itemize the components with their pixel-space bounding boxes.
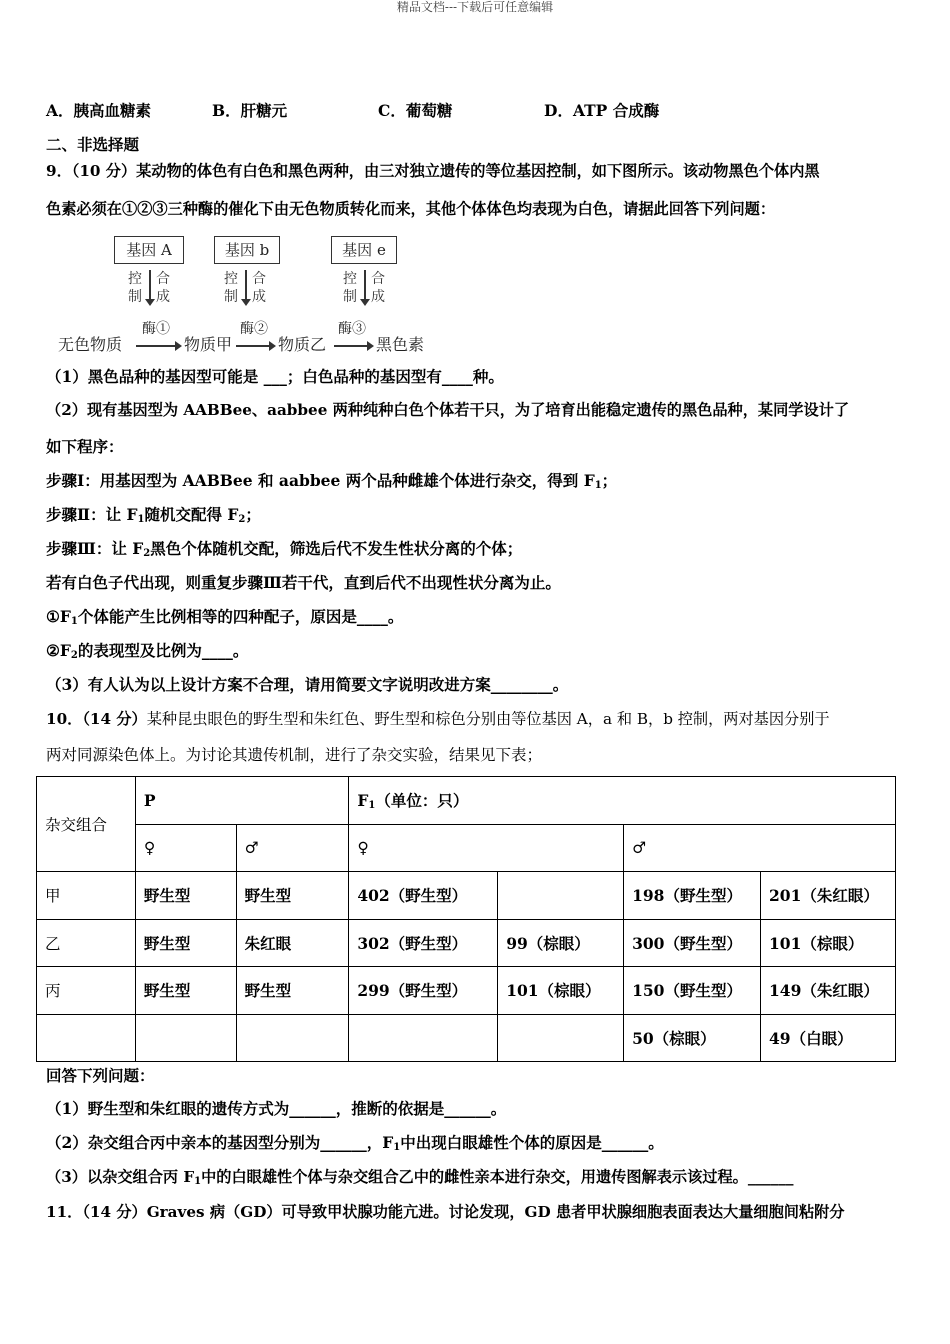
q9-part1: （1）黑色品种的基因型可能是 ___；白色品种的基因型有____种。 — [46, 367, 504, 386]
table-cell: 198（野生型） — [624, 872, 761, 920]
table-cell: 野生型 — [135, 919, 236, 967]
q10-answer-intro: 回答下列问题： — [46, 1066, 155, 1085]
table-row — [37, 1014, 896, 1062]
header-p-female: ♀ — [135, 824, 236, 872]
substance-colorless: 无色物质 — [58, 335, 123, 354]
header-p-male: ♂ — [236, 824, 349, 872]
substance-melanin: 黑色素 — [376, 335, 425, 354]
table-cell: 201（朱红眼） — [761, 872, 896, 920]
table-cell — [349, 1014, 498, 1062]
arrow-enzyme-3 — [334, 345, 372, 347]
q10-line1: 10．（14 分）某种昆虫眼色的野生型和朱红色、野生型和棕色分别由等位基因 A，a 和 B，b 控制，两对基因分别于 — [46, 710, 830, 728]
table-cell: 野生型 — [236, 872, 349, 920]
substance-b: 物质乙 — [278, 335, 327, 354]
table-cell: 149（朱红眼） — [761, 967, 896, 1015]
table-cell: 99（棕眼） — [498, 919, 624, 967]
table-cell: 402（野生型） — [349, 872, 498, 920]
option-d: D．ATP 合成酶 — [544, 101, 660, 120]
q9-sub1: $①F_1$个体能产生比例相等的四种配子，原因是____。 — [46, 607, 404, 627]
q9-line2: 色素必须在①②③三种酶的催化下由无色物质转化而来，其他个体体色均表现为白色，请据此回答下列问题： — [46, 200, 775, 218]
q9-step3: 步骤Ⅲ：让 $F_2$黑色个体随机交配，筛选后代不发生性状分离的个体； — [46, 539, 523, 559]
enzyme-2-label: 酶② — [240, 321, 268, 337]
table-cell: 302（野生型） — [349, 919, 498, 967]
substance-a: 物质甲 — [184, 335, 233, 354]
page-header: 精品文档---下载后可任意编辑 — [396, 0, 554, 14]
enzyme-3-label: 酶③ — [338, 321, 366, 337]
table-cell: 朱红眼 — [236, 919, 349, 967]
q9-part3: （3）有人认为以上设计方案不合理，请用简要文字说明改进方案________。 — [46, 675, 569, 694]
option-b: B．肝糖元 — [212, 101, 288, 120]
table-cell: 101（棕眼） — [498, 967, 624, 1015]
q11-line1: 11．（14 分）Graves 病（GD）可导致甲状腺功能亢进。讨论发现，GD 患者甲状腺细胞表面表达大量细胞间粘附分 — [46, 1203, 845, 1221]
enzyme-1-label: 酶① — [142, 321, 170, 337]
table-header-row — [37, 777, 896, 825]
q10-answer1: （1）野生型和朱红眼的遗传方式为______，推断的依据是______。 — [46, 1099, 507, 1118]
option-a: A．胰高血糖素 — [46, 101, 152, 120]
table-row — [37, 872, 896, 920]
table-cell: 50（棕眼） — [624, 1014, 761, 1062]
table-cell: 野生型 — [135, 872, 236, 920]
synth-label-a: 合 成 — [156, 271, 170, 305]
table-cell — [37, 1014, 136, 1062]
gene-b-box: 基因 b — [214, 236, 280, 264]
header-cross-combo: 杂交组合 — [37, 777, 136, 872]
table-cell: 野生型 — [236, 967, 349, 1015]
table-cell: 丙 — [37, 967, 136, 1015]
q9-line1: 9．（10 分）某动物的体色有白色和黑色两种，由三对独立遗传的等位基因控制，如下图所示。该动物黑色个体内黑 — [46, 162, 820, 180]
synth-label-e: 合 成 — [371, 271, 385, 305]
table-cell — [236, 1014, 349, 1062]
table-row — [37, 967, 896, 1015]
header-f1-male: ♂ — [624, 824, 896, 872]
q10-line2: 两对同源染色体上。为讨论其遗传机制，进行了杂交实验，结果见下表； — [46, 746, 543, 764]
q9-sub2: $②F_2$的表现型及比例为____。 — [46, 641, 249, 661]
down-arrow-b — [245, 270, 247, 304]
section-title: 二、非选择题 — [46, 135, 140, 154]
arrow-enzyme-2 — [236, 345, 274, 347]
q9-part2b: 如下程序： — [46, 437, 124, 456]
table-cell — [135, 1014, 236, 1062]
table-cell: 299（野生型） — [349, 967, 498, 1015]
control-label-e: 控 制 — [343, 271, 357, 305]
cross-results-table — [36, 776, 896, 1062]
down-arrow-e — [364, 270, 366, 304]
header-f1: $F_1$（单位：只） — [349, 777, 896, 825]
q10-answer2: （2）杂交组合丙中亲本的基因型分别为______，$F_1$中出现白眼雄性个体的原因是______。 — [46, 1133, 664, 1153]
table-cell: 49（白眼） — [761, 1014, 896, 1062]
q10-answer3: （3）以杂交组合丙 $F_1$中的白眼雄性个体与杂交组合乙中的雌性亲本进行杂交，用遗传图解表示该过程。______ — [46, 1168, 794, 1187]
option-c: C．葡萄糖 — [378, 101, 453, 120]
gene-e-box: 基因 e — [331, 236, 397, 264]
arrow-enzyme-1 — [136, 345, 180, 347]
q9-step1: 步骤Ⅰ：用基因型为 AABBee 和 aabbee 两个品种雌雄个体进行杂交，得到 $F_1$； — [46, 471, 618, 491]
table-cell — [498, 1014, 624, 1062]
table-cell: 300（野生型） — [624, 919, 761, 967]
synth-label-b: 合 成 — [252, 271, 266, 305]
table-cell: 乙 — [37, 919, 136, 967]
control-label-b: 控 制 — [224, 271, 238, 305]
table-row — [37, 919, 896, 967]
table-cell: 野生型 — [135, 967, 236, 1015]
q9-step2: 步骤Ⅱ：让 $F_1$随机交配得 $F_2$； — [46, 505, 261, 525]
table-cell: 101（棕眼） — [761, 919, 896, 967]
down-arrow-a — [149, 270, 151, 304]
header-parents: P — [135, 777, 348, 825]
table-cell: 甲 — [37, 872, 136, 920]
header-f1-female: ♀ — [349, 824, 624, 872]
table-cell: 150（野生型） — [624, 967, 761, 1015]
table-cell — [498, 872, 624, 920]
table-sex-row — [37, 824, 896, 872]
control-label-a: 控 制 — [128, 271, 142, 305]
q9-repeat: 若有白色子代出现，则重复步骤Ⅲ若干代，直到后代不出现性状分离为止。 — [46, 573, 561, 592]
gene-a-box: 基因 A — [114, 236, 184, 264]
q9-part2a: （2）现有基因型为 AABBee、aabbee 两种纯种白色个体若干只，为了培育出能稳定遗传的黑色品种，某同学设计了 — [46, 401, 850, 419]
